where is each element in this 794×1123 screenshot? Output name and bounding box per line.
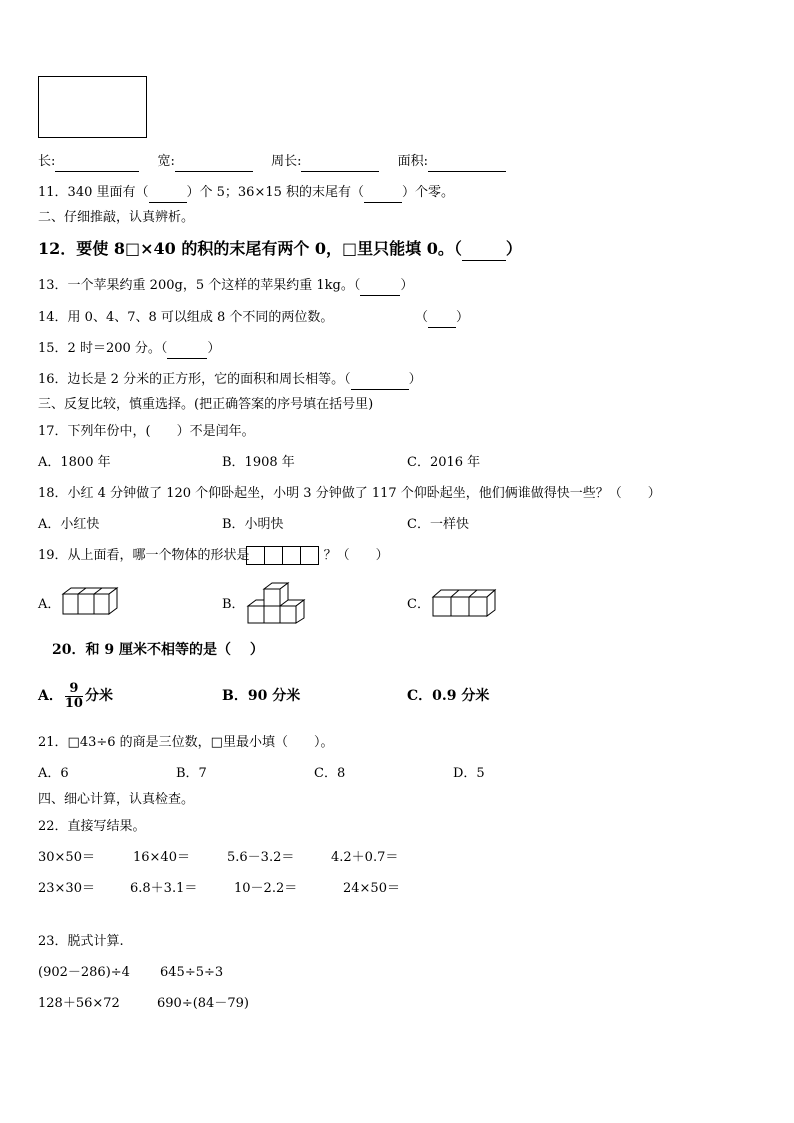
width-label: 宽:: [157, 154, 175, 169]
question-16: 16．边长是 2 分米的正方形，它的面积和周长相等。（ ）: [38, 371, 422, 390]
perimeter-label: 周长:: [271, 154, 302, 169]
q20-option-a[interactable]: A． $\frac{9}{10}$ 分米: [38, 680, 113, 711]
q22-item-2: 16×40＝: [133, 850, 190, 865]
q15-blank[interactable]: [167, 340, 207, 359]
q14-blank[interactable]: [428, 309, 456, 328]
question-11: 11．340 里面有（ ）个 5；36×15 积的末尾有（ ）个零。: [38, 184, 454, 203]
perimeter-blank[interactable]: [301, 153, 379, 172]
q18-option-b[interactable]: B．小明快: [222, 517, 284, 532]
q17-option-c[interactable]: C．2016 年: [407, 455, 481, 470]
section-4-heading: 四、细心计算，认真检查。: [38, 792, 195, 807]
q17-option-b[interactable]: B．1908 年: [222, 455, 295, 470]
q18-option-a[interactable]: A．小红快: [38, 517, 100, 532]
q19-option-b[interactable]: B．: [222, 597, 245, 612]
q22-item-7: 10－2.2＝: [234, 881, 298, 896]
q22-item-5: 23×30＝: [38, 881, 95, 896]
area-blank[interactable]: [428, 153, 506, 172]
q17-option-a[interactable]: A．1800 年: [38, 455, 111, 470]
q18-option-c[interactable]: C．一样快: [407, 517, 469, 532]
q21-option-c[interactable]: C．8: [314, 766, 346, 781]
question-19: 19．从上面看，哪一个物体的形状是 ？（ ）: [38, 548, 389, 563]
question-20: 20．和 9 厘米不相等的是（ ）: [52, 642, 264, 658]
q16-blank[interactable]: [351, 371, 409, 390]
q21-option-b[interactable]: B．7: [176, 766, 207, 781]
question-18: 18．小红 4 分钟做了 120 个仰卧起坐，小明 3 分钟做了 117 个仰卧起坐，他们俩谁做得快一些？（ ）: [38, 486, 661, 501]
rectangle-figure: [38, 76, 147, 138]
q20-option-c[interactable]: C．0.9 分米: [407, 688, 490, 704]
q11-blank-2[interactable]: [364, 184, 402, 203]
question-17: 17．下列年份中，( ）不是闰年。: [38, 424, 255, 439]
q22-item-3: 5.6－3.2＝: [227, 850, 295, 865]
q20-option-b[interactable]: B．90 分米: [222, 688, 301, 704]
question-13: 13．一个苹果约重 200g，5 个这样的苹果约重 1kg。（ ）: [38, 277, 413, 296]
q19-option-c-cubes[interactable]: [432, 586, 496, 618]
q19-option-b-cubes[interactable]: [246, 580, 308, 624]
q23-item-1: (902－286)÷4: [38, 965, 130, 980]
length-blank[interactable]: [55, 153, 139, 172]
section-2-heading: 二、仔细推敲，认真辨析。: [38, 210, 195, 225]
question-12: 12．要使 8□×40 的积的末尾有两个 0，□里只能填 0。（ ）: [38, 238, 522, 261]
top-view-figure: [246, 546, 322, 566]
q19-option-a-cubes[interactable]: [62, 585, 120, 615]
q12-blank[interactable]: [462, 238, 506, 261]
question-23: 23．脱式计算.: [38, 934, 124, 949]
question-21: 21．□43÷6 的商是三位数，□里最小填（ ）。: [38, 735, 334, 750]
q22-item-6: 6.8＋3.1＝: [130, 881, 198, 896]
length-label: 长:: [38, 154, 56, 169]
rectangle-fields-row: [38, 153, 506, 172]
q22-item-8: 24×50＝: [343, 881, 400, 896]
q22-item-1: 30×50＝: [38, 850, 95, 865]
q19-option-c[interactable]: C．: [407, 597, 430, 612]
q23-item-4: 690÷(84－79): [157, 996, 249, 1011]
q13-blank[interactable]: [360, 277, 400, 296]
q23-item-2: 645÷5÷3: [160, 965, 224, 980]
area-label: 面积:: [397, 154, 428, 169]
question-15: 15．2 时＝200 分。（ ）: [38, 340, 220, 359]
q23-item-3: 128＋56×72: [38, 996, 120, 1011]
question-22: 22．直接写结果。: [38, 819, 146, 834]
q22-item-4: 4.2＋0.7＝: [331, 850, 399, 865]
q21-option-d[interactable]: D．5: [453, 766, 485, 781]
width-blank[interactable]: [175, 153, 253, 172]
fraction-nine-tenths: $\frac{9}{10}$: [64, 680, 83, 711]
q21-option-a[interactable]: A．6: [38, 766, 69, 781]
q11-blank-1[interactable]: [149, 184, 187, 203]
question-14: 14．用 0、4、7、8 可以组成 8 个不同的两位数。 （ ）: [38, 309, 469, 328]
section-3-heading: 三、反复比较，慎重选择。(把正确答案的序号填在括号里): [38, 397, 374, 412]
q19-option-a[interactable]: A．: [38, 597, 61, 612]
